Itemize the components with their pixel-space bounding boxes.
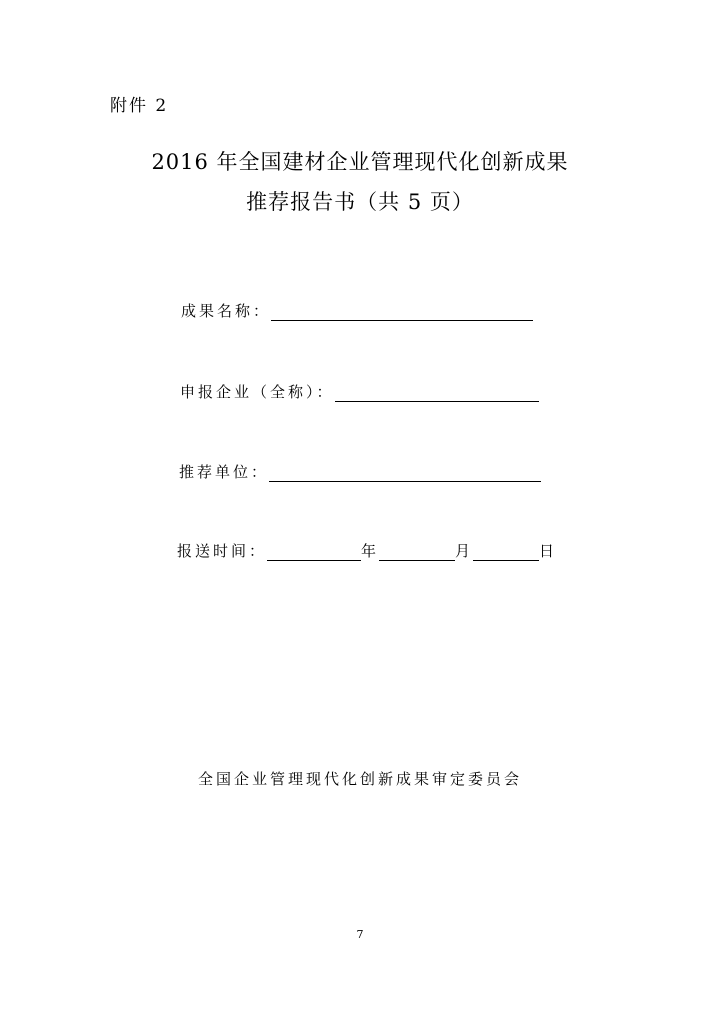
enterprise-blank <box>335 383 539 402</box>
recommending-unit-label: 推荐单位： <box>179 463 270 481</box>
year-blank <box>267 542 361 561</box>
day-unit: 日 <box>539 542 558 560</box>
achievement-name-label: 成果名称： <box>181 302 272 320</box>
day-blank <box>473 542 539 561</box>
enterprise-field <box>180 381 539 402</box>
recommending-unit-blank <box>269 463 541 482</box>
submit-time-label: 报送时间： <box>177 542 268 560</box>
submit-time-field <box>177 540 557 561</box>
document-title-line-1: 2016 年全国建材企业管理现代化创新成果 <box>151 150 569 174</box>
month-unit: 月 <box>455 542 474 560</box>
achievement-name-field <box>181 300 533 321</box>
attachment-label: 附件 2 <box>110 96 169 116</box>
recommending-unit-field <box>179 461 541 482</box>
committee-name: 全国企业管理现代化创新成果审定委员会 <box>197 770 522 788</box>
enterprise-label: 申报企业（全称）： <box>180 383 335 401</box>
month-blank <box>379 542 455 561</box>
achievement-name-blank <box>271 302 533 321</box>
document-title-line-2: 推荐报告书（共 5 页） <box>246 190 474 214</box>
page-number: 7 <box>356 928 364 941</box>
year-unit: 年 <box>361 542 380 560</box>
